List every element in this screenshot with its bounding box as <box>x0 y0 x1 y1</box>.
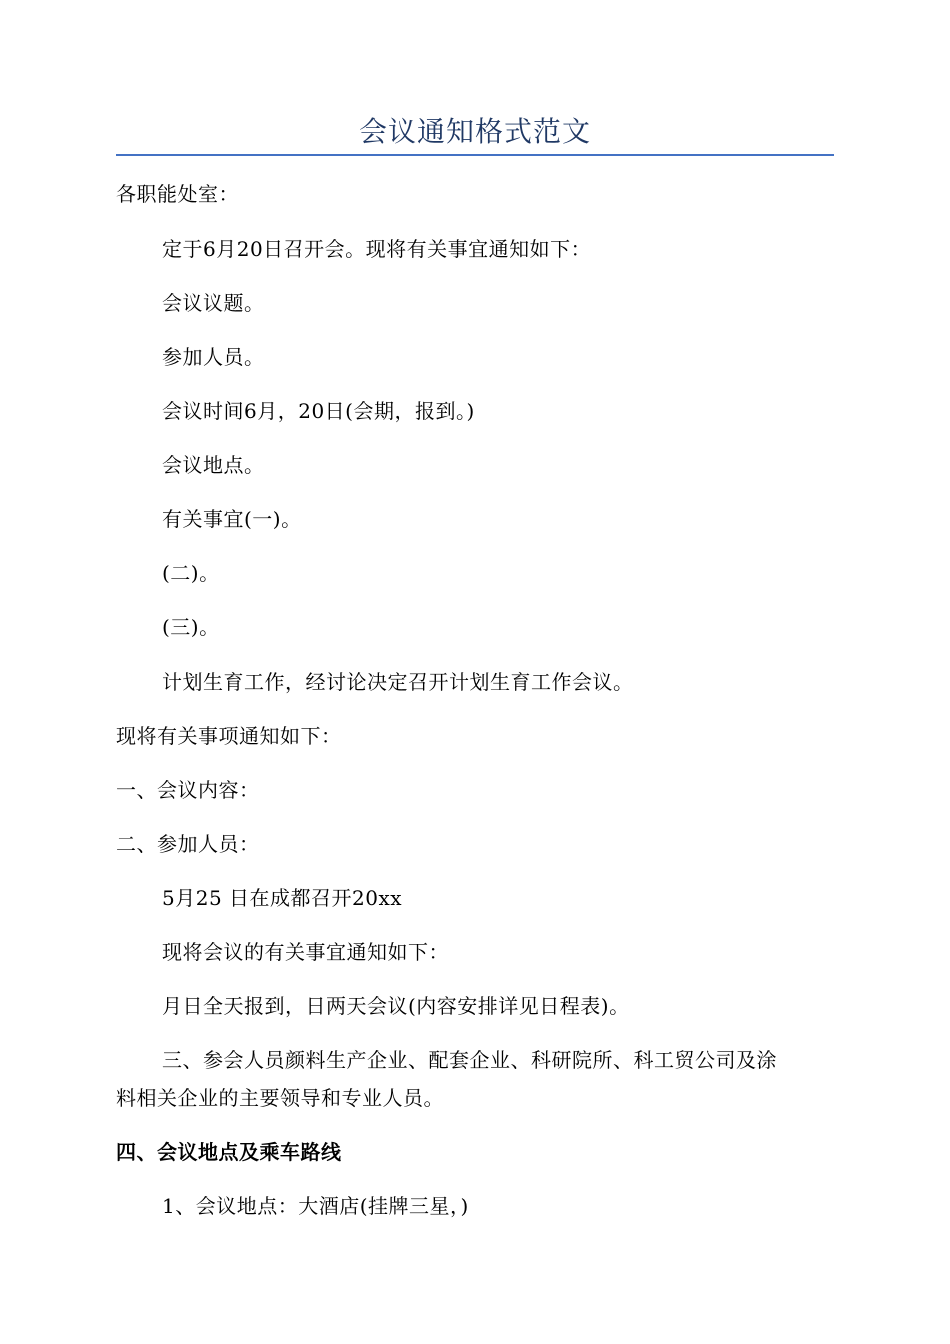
paragraph-line: 计划生育工作，经讨论决定召开计划生育工作会议。 <box>162 670 634 694</box>
section-heading-bold: 四、会议地点及乘车路线 <box>116 1140 342 1164</box>
paragraph-line: 会议议题。 <box>162 291 265 315</box>
section-heading: 一、会议内容： <box>116 778 260 802</box>
document-title: 会议通知格式范文 <box>358 115 591 148</box>
paragraph-line: (三)。 <box>162 615 220 639</box>
paragraph-line: 参加人员。 <box>162 345 265 369</box>
paragraph-line: 三、参会人员颜料生产企业、配套企业、科研院所、科工贸公司及涂 <box>162 1048 777 1072</box>
paragraph-line: 会议地点。 <box>162 453 265 477</box>
title-underline <box>116 154 834 156</box>
paragraph-line: (二)。 <box>162 561 220 585</box>
paragraph-line: 现将有关事项通知如下： <box>116 724 342 748</box>
paragraph-line: 料相关企业的主要领导和专业人员。 <box>116 1086 444 1110</box>
paragraph-line: 1、会议地点：大酒店(挂牌三星，) <box>162 1194 469 1218</box>
paragraph-line: 有关事宜(一)。 <box>162 507 302 531</box>
salutation: 各职能处室： <box>116 182 239 206</box>
paragraph-line: 5月25 日在成都召开20xx <box>162 886 403 910</box>
paragraph-line: 现将会议的有关事宜通知如下： <box>162 940 449 964</box>
section-heading: 二、参加人员： <box>116 832 260 856</box>
paragraph-line: 定于6月20日召开会。现将有关事宜通知如下： <box>162 237 592 261</box>
paragraph-line: 会议时间6月，20日(会期，报到。) <box>162 399 475 423</box>
paragraph-line: 月日全天报到，日两天会议(内容安排详见日程表)。 <box>162 994 630 1018</box>
